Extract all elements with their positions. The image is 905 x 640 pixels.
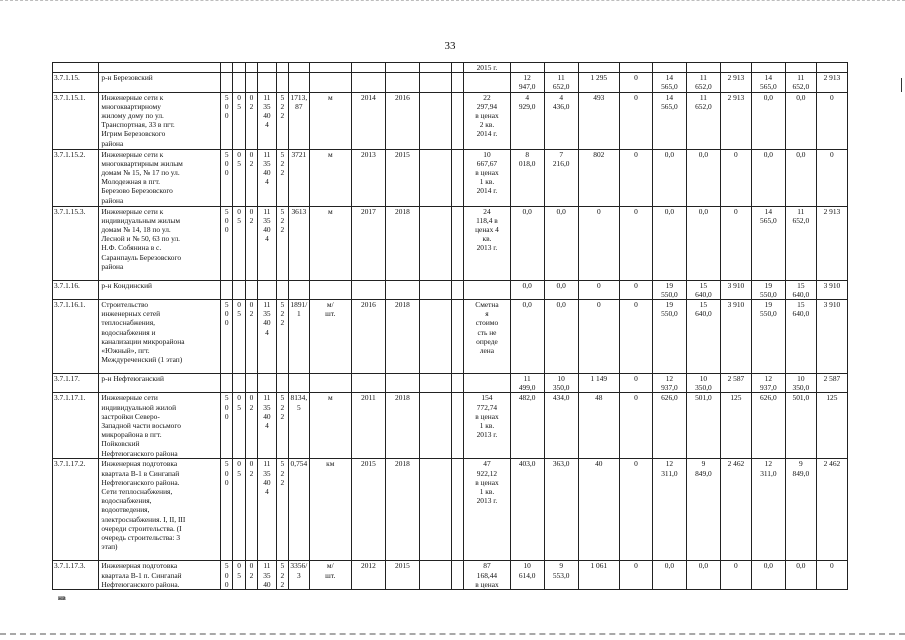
code-cell: 11 35 40 4: [258, 206, 277, 280]
row-code: 3.7.1.15.1.: [53, 92, 99, 149]
table-row: [53, 73, 848, 92]
cost-cell: 10 667,67 в ценах 1 кв. 2014 г.: [464, 149, 510, 206]
code-cell: 5 2 2: [276, 393, 288, 459]
capacity-cell: 1713, 87: [289, 92, 310, 149]
value-cell: 11 652,0: [785, 206, 816, 280]
value-cell: 0,0: [686, 149, 720, 206]
row-name: Инженерные сети к многоквартирным жилым домам № 15, № 17 по ул. Молодежная в пгт. Березово Березовского района: [99, 149, 221, 206]
capacity-cell: 0,754: [289, 459, 310, 561]
value-cell: 11 499,0: [510, 374, 544, 393]
code-cell: 0 5: [233, 206, 245, 280]
code-cell: 11 35 40 4: [258, 459, 277, 561]
table-row: [53, 374, 848, 393]
value-cell: 0,0: [686, 561, 720, 590]
value-cell: 0,0: [544, 300, 578, 374]
value-cell: 0: [578, 206, 619, 280]
capacity-cell: 3721: [289, 149, 310, 206]
value-cell: 19 550,0: [751, 300, 785, 374]
value-cell: 12 311,0: [751, 459, 785, 561]
table-row: [53, 300, 848, 374]
margin-mark: [901, 78, 902, 92]
value-cell: 0: [619, 149, 652, 206]
value-cell: 626,0: [751, 393, 785, 459]
row-code: 3.7.1.17.1.: [53, 393, 99, 459]
table-row: [53, 280, 848, 299]
value-cell: 0,0: [510, 300, 544, 374]
value-cell: 3 910: [720, 300, 751, 374]
value-cell: 1 149: [578, 374, 619, 393]
value-cell: 0,0: [785, 92, 816, 149]
row-code: 3.7.1.15.2.: [53, 149, 99, 206]
value-cell: 10 350,0: [785, 374, 816, 393]
code-cell: 5 2 2: [276, 300, 288, 374]
value-cell: 0: [619, 374, 652, 393]
value-cell: 802: [578, 149, 619, 206]
code-cell: 5 2 2: [276, 92, 288, 149]
code-cell: 0 5: [233, 149, 245, 206]
value-cell: 0,0: [751, 149, 785, 206]
capacity-cell: 1891/ 1: [289, 300, 310, 374]
row-name: р-н Кондинский: [99, 280, 221, 299]
row-name: р-н Нефтеюганский: [99, 374, 221, 393]
value-cell: 0: [619, 92, 652, 149]
value-cell: 12 937,0: [751, 374, 785, 393]
row-name: р-н Березовский: [99, 73, 221, 92]
unit-cell: км: [309, 459, 351, 561]
value-cell: 40: [578, 459, 619, 561]
code-cell: 11 35 40 4: [258, 300, 277, 374]
value-cell: 15 640,0: [785, 300, 816, 374]
code-cell: 5 0 0: [221, 92, 233, 149]
value-cell: 9 553,0: [544, 561, 578, 590]
value-cell: 482,0: [510, 393, 544, 459]
code-cell: 11 35 40 4: [258, 393, 277, 459]
footnote: нв: [58, 594, 66, 602]
code-cell: 11 35 40: [258, 561, 277, 590]
value-cell: 2 462: [816, 459, 847, 561]
unit-cell: м/ шт.: [309, 561, 351, 590]
value-cell: 14 565,0: [751, 206, 785, 280]
row-code: 3.7.1.15.: [53, 73, 99, 92]
value-cell: 15 640,0: [785, 280, 816, 299]
code-cell: 5 2 2: [276, 149, 288, 206]
row-code: 3.7.1.17.2.: [53, 459, 99, 561]
value-cell: 0,0: [751, 561, 785, 590]
code-cell: 0 5: [233, 561, 245, 590]
code-cell: 0 5: [233, 92, 245, 149]
value-cell: 501,0: [785, 393, 816, 459]
value-cell: 0,0: [544, 280, 578, 299]
code-cell: 0 2: [245, 459, 257, 561]
cost-cell: 47 922,12 в ценах 1 кв. 2013 г.: [464, 459, 510, 561]
value-cell: 12 937,0: [652, 374, 686, 393]
code-cell: 0 2: [245, 393, 257, 459]
value-cell: 19 550,0: [652, 280, 686, 299]
code-cell: 5 0 0: [221, 561, 233, 590]
start-year-cell: 2011: [351, 393, 385, 459]
table-row: [53, 561, 848, 590]
value-cell: 2 462: [720, 459, 751, 561]
page-number: 33: [444, 40, 456, 52]
value-cell: 0: [720, 561, 751, 590]
value-cell: 2 913: [720, 92, 751, 149]
value-cell: 8 018,0: [510, 149, 544, 206]
value-cell: 0,0: [686, 206, 720, 280]
value-cell: 2 587: [720, 374, 751, 393]
code-cell: 0 2: [245, 206, 257, 280]
value-cell: 15 640,0: [686, 300, 720, 374]
unit-cell: м/ шт.: [309, 300, 351, 374]
row-name: Инженерная подготовка квартала В-1 в Сингапай Нефтеюганского района. Сети теплоснабжения, водоснабжения, водоотведения, электроснабжения. I, II, III очереди строительства. (I очередь строительства: 3 этап): [99, 459, 221, 561]
unit-cell: м: [309, 149, 351, 206]
value-cell: 0: [578, 280, 619, 299]
value-cell: 125: [816, 393, 847, 459]
investment-table: [52, 62, 848, 590]
code-cell: 5 0 0: [221, 149, 233, 206]
value-cell: 19 550,0: [652, 300, 686, 374]
code-cell: 5 2 2: [276, 206, 288, 280]
end-year-cell: 2018: [385, 459, 419, 561]
value-cell: 0,0: [751, 92, 785, 149]
value-cell: 4 929,0: [510, 92, 544, 149]
row-name: Строительство инженерных сетей теплоснабжения, водоснабжения и канализации микрорайона «Южный», пгт. Междуреченский (1 этап): [99, 300, 221, 374]
value-cell: 0: [578, 300, 619, 374]
value-cell: 0,0: [785, 149, 816, 206]
value-cell: 14 565,0: [652, 73, 686, 92]
value-cell: 10 614,0: [510, 561, 544, 590]
cost-cell: Сметна я стоимо сть не опреде лена: [464, 300, 510, 374]
code-cell: 0 2: [245, 300, 257, 374]
unit-cell: м: [309, 92, 351, 149]
value-cell: 9 849,0: [686, 459, 720, 561]
end-year-cell: 2015: [385, 149, 419, 206]
value-cell: 0: [720, 206, 751, 280]
row-name: Инженерные сети к многоквартирному жилому дому по ул. Транспортная, 33 в пгт. Игрим Березовского района: [99, 92, 221, 149]
table-row: [53, 92, 848, 149]
value-cell: 363,0: [544, 459, 578, 561]
row-name: Инженерные сети индивидуальной жилой застройки Северо- Западной части восьмого микрорайона в пгт. Пойковский Нефтеюганского района: [99, 393, 221, 459]
capacity-cell: 3613: [289, 206, 310, 280]
value-cell: 0: [619, 459, 652, 561]
value-cell: 15 640,0: [686, 280, 720, 299]
row-code: 3.7.1.16.1.: [53, 300, 99, 374]
end-year-cell: 2016: [385, 92, 419, 149]
value-cell: 0: [619, 73, 652, 92]
value-cell: 12 947,0: [510, 73, 544, 92]
value-cell: 0: [619, 561, 652, 590]
value-cell: 48: [578, 393, 619, 459]
value-cell: 434,0: [544, 393, 578, 459]
value-cell: 3 910: [816, 280, 847, 299]
code-cell: 5 0 0: [221, 393, 233, 459]
code-cell: 0 2: [245, 149, 257, 206]
code-cell: 5 2 2: [276, 561, 288, 590]
value-cell: 2 913: [720, 73, 751, 92]
start-year-cell: 2014: [351, 92, 385, 149]
value-cell: 493: [578, 92, 619, 149]
table-row: [53, 206, 848, 280]
end-year-cell: 2018: [385, 300, 419, 374]
scan-edge-bottom: [0, 633, 905, 639]
table-row: [53, 459, 848, 561]
scan-edge-top: [0, 0, 905, 5]
value-cell: 3 910: [816, 300, 847, 374]
value-cell: 0,0: [510, 280, 544, 299]
value-cell: 125: [720, 393, 751, 459]
code-cell: 0 5: [233, 459, 245, 561]
value-cell: 10 350,0: [544, 374, 578, 393]
code-cell: 0 5: [233, 300, 245, 374]
start-year-cell: 2017: [351, 206, 385, 280]
code-cell: 5 0 0: [221, 459, 233, 561]
value-cell: 0: [816, 92, 847, 149]
value-cell: 2 587: [816, 374, 847, 393]
cost-cell: 154 772,74 в ценах 1 кв. 2013 г.: [464, 393, 510, 459]
value-cell: 2 913: [816, 73, 847, 92]
value-cell: 7 216,0: [544, 149, 578, 206]
value-cell: 0: [816, 561, 847, 590]
value-cell: 0: [619, 393, 652, 459]
row-code: 3.7.1.17.: [53, 374, 99, 393]
table-row: [53, 393, 848, 459]
value-cell: 0,0: [652, 149, 686, 206]
cost-cell: 2015 г.: [464, 63, 510, 73]
row-code: 3.7.1.15.3.: [53, 206, 99, 280]
value-cell: 11 652,0: [544, 73, 578, 92]
value-cell: 19 550,0: [751, 280, 785, 299]
row-name: Инженерная подготовка квартала В-1 п. Сингапай Нефтеюганского района.: [99, 561, 221, 590]
value-cell: 0,0: [544, 206, 578, 280]
table-row: [53, 149, 848, 206]
value-cell: 0: [619, 300, 652, 374]
code-cell: 11 35 40 4: [258, 149, 277, 206]
cost-cell: 22 297,94 в ценах 2 кв. 2014 г.: [464, 92, 510, 149]
code-cell: 0 5: [233, 393, 245, 459]
code-cell: 0 2: [245, 92, 257, 149]
value-cell: 0: [619, 206, 652, 280]
unit-cell: м: [309, 206, 351, 280]
capacity-cell: 8134, 5: [289, 393, 310, 459]
value-cell: 1 295: [578, 73, 619, 92]
value-cell: 0,0: [785, 561, 816, 590]
end-year-cell: 2015: [385, 561, 419, 590]
value-cell: 501,0: [686, 393, 720, 459]
row-code: 3.7.1.16.: [53, 280, 99, 299]
value-cell: 14 565,0: [652, 92, 686, 149]
value-cell: 0,0: [510, 206, 544, 280]
unit-cell: м: [309, 393, 351, 459]
value-cell: 14 565,0: [751, 73, 785, 92]
value-cell: 3 910: [720, 280, 751, 299]
value-cell: 0: [720, 149, 751, 206]
start-year-cell: 2016: [351, 300, 385, 374]
code-cell: 5 0 0: [221, 300, 233, 374]
value-cell: 0: [619, 280, 652, 299]
value-cell: 11 652,0: [785, 73, 816, 92]
value-cell: 626,0: [652, 393, 686, 459]
value-cell: 12 311,0: [652, 459, 686, 561]
start-year-cell: 2012: [351, 561, 385, 590]
value-cell: 11 652,0: [686, 92, 720, 149]
cost-cell: 87 168,44 в ценах: [464, 561, 510, 590]
value-cell: 403,0: [510, 459, 544, 561]
start-year-cell: 2015: [351, 459, 385, 561]
capacity-cell: 3356/ 3: [289, 561, 310, 590]
value-cell: 9 849,0: [785, 459, 816, 561]
code-cell: 11 35 40 4: [258, 92, 277, 149]
row-code: 3.7.1.17.3.: [53, 561, 99, 590]
start-year-cell: 2013: [351, 149, 385, 206]
table-row: [53, 63, 848, 73]
value-cell: 0,0: [652, 206, 686, 280]
value-cell: 4 436,0: [544, 92, 578, 149]
code-cell: 0 2: [245, 561, 257, 590]
row-name: Инженерные сети к индивидуальным жилым домам № 14, 18 по ул. Лесной и № 50, 63 по ул. Н.Ф. Собянина в с. Саранпауль Березовского района: [99, 206, 221, 280]
cost-cell: 24 118,4 в ценах 4 кв. 2013 г.: [464, 206, 510, 280]
value-cell: 10 350,0: [686, 374, 720, 393]
end-year-cell: 2018: [385, 393, 419, 459]
value-cell: 1 061: [578, 561, 619, 590]
code-cell: 5 0 0: [221, 206, 233, 280]
value-cell: 0,0: [652, 561, 686, 590]
value-cell: 0: [816, 149, 847, 206]
value-cell: 2 913: [816, 206, 847, 280]
end-year-cell: 2018: [385, 206, 419, 280]
value-cell: 11 652,0: [686, 73, 720, 92]
code-cell: 5 2 2: [276, 459, 288, 561]
